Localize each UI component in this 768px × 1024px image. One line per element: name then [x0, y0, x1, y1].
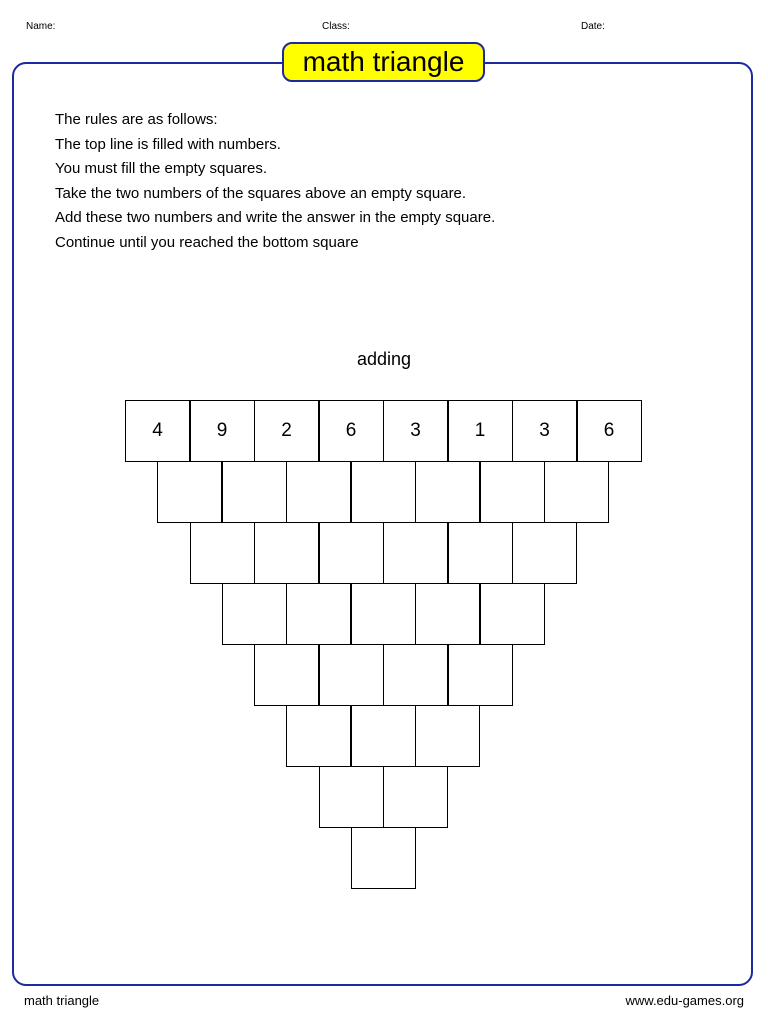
rule-line: Add these two numbers and write the answer in the empty square. — [55, 209, 496, 226]
given-number-cell[interactable]: 6 — [577, 400, 642, 462]
empty-answer-cell[interactable] — [319, 766, 384, 828]
given-number-cell[interactable]: 4 — [125, 400, 190, 462]
date-label: Date: — [581, 21, 605, 32]
empty-answer-cell[interactable] — [190, 522, 255, 584]
empty-answer-cell[interactable] — [222, 583, 287, 645]
empty-answer-cell[interactable] — [544, 461, 609, 523]
footer-url: www.edu-games.org — [625, 993, 744, 1008]
name-label: Name: — [26, 21, 56, 32]
empty-answer-cell[interactable] — [512, 522, 577, 584]
empty-answer-cell[interactable] — [480, 583, 545, 645]
rule-line: The top line is filled with numbers. — [55, 135, 281, 153]
given-number-cell[interactable]: 2 — [254, 400, 319, 462]
empty-answer-cell[interactable] — [157, 461, 222, 523]
empty-answer-cell[interactable] — [383, 766, 448, 828]
empty-answer-cell[interactable] — [286, 461, 351, 523]
empty-answer-cell[interactable] — [286, 583, 351, 645]
given-number-cell[interactable]: 3 — [512, 400, 577, 462]
rule-line: The rules are as follows: — [55, 111, 218, 128]
empty-answer-cell[interactable] — [351, 827, 416, 889]
class-label: Class: — [322, 21, 350, 32]
footer-title: math triangle — [24, 993, 100, 1008]
empty-answer-cell[interactable] — [415, 705, 480, 767]
empty-answer-cell[interactable] — [448, 522, 513, 584]
empty-answer-cell[interactable] — [351, 583, 416, 645]
given-number-cell[interactable]: 6 — [319, 400, 384, 462]
empty-answer-cell[interactable] — [351, 705, 416, 767]
empty-answer-cell[interactable] — [254, 644, 319, 706]
worksheet-title: math triangle — [282, 42, 485, 82]
empty-answer-cell[interactable] — [286, 705, 351, 767]
exercise-subtitle: adding — [356, 349, 412, 369]
given-number-cell[interactable]: 3 — [383, 400, 448, 462]
rule-line: Take the two numbers of the squares above an empty square. — [55, 184, 467, 202]
empty-answer-cell[interactable] — [415, 461, 480, 523]
empty-answer-cell[interactable] — [222, 461, 287, 523]
rule-line: You must fill the empty squares. — [55, 160, 268, 177]
rule-line: Continue until you reached the bottom square — [55, 233, 359, 251]
given-number-cell[interactable]: 9 — [190, 400, 255, 462]
empty-answer-cell[interactable] — [480, 461, 545, 523]
empty-answer-cell[interactable] — [254, 522, 319, 584]
empty-answer-cell[interactable] — [383, 644, 448, 706]
given-number-cell[interactable]: 1 — [448, 400, 513, 462]
empty-answer-cell[interactable] — [448, 644, 513, 706]
empty-answer-cell[interactable] — [351, 461, 416, 523]
empty-answer-cell[interactable] — [319, 522, 384, 584]
empty-answer-cell[interactable] — [319, 644, 384, 706]
empty-answer-cell[interactable] — [415, 583, 480, 645]
empty-answer-cell[interactable] — [383, 522, 448, 584]
